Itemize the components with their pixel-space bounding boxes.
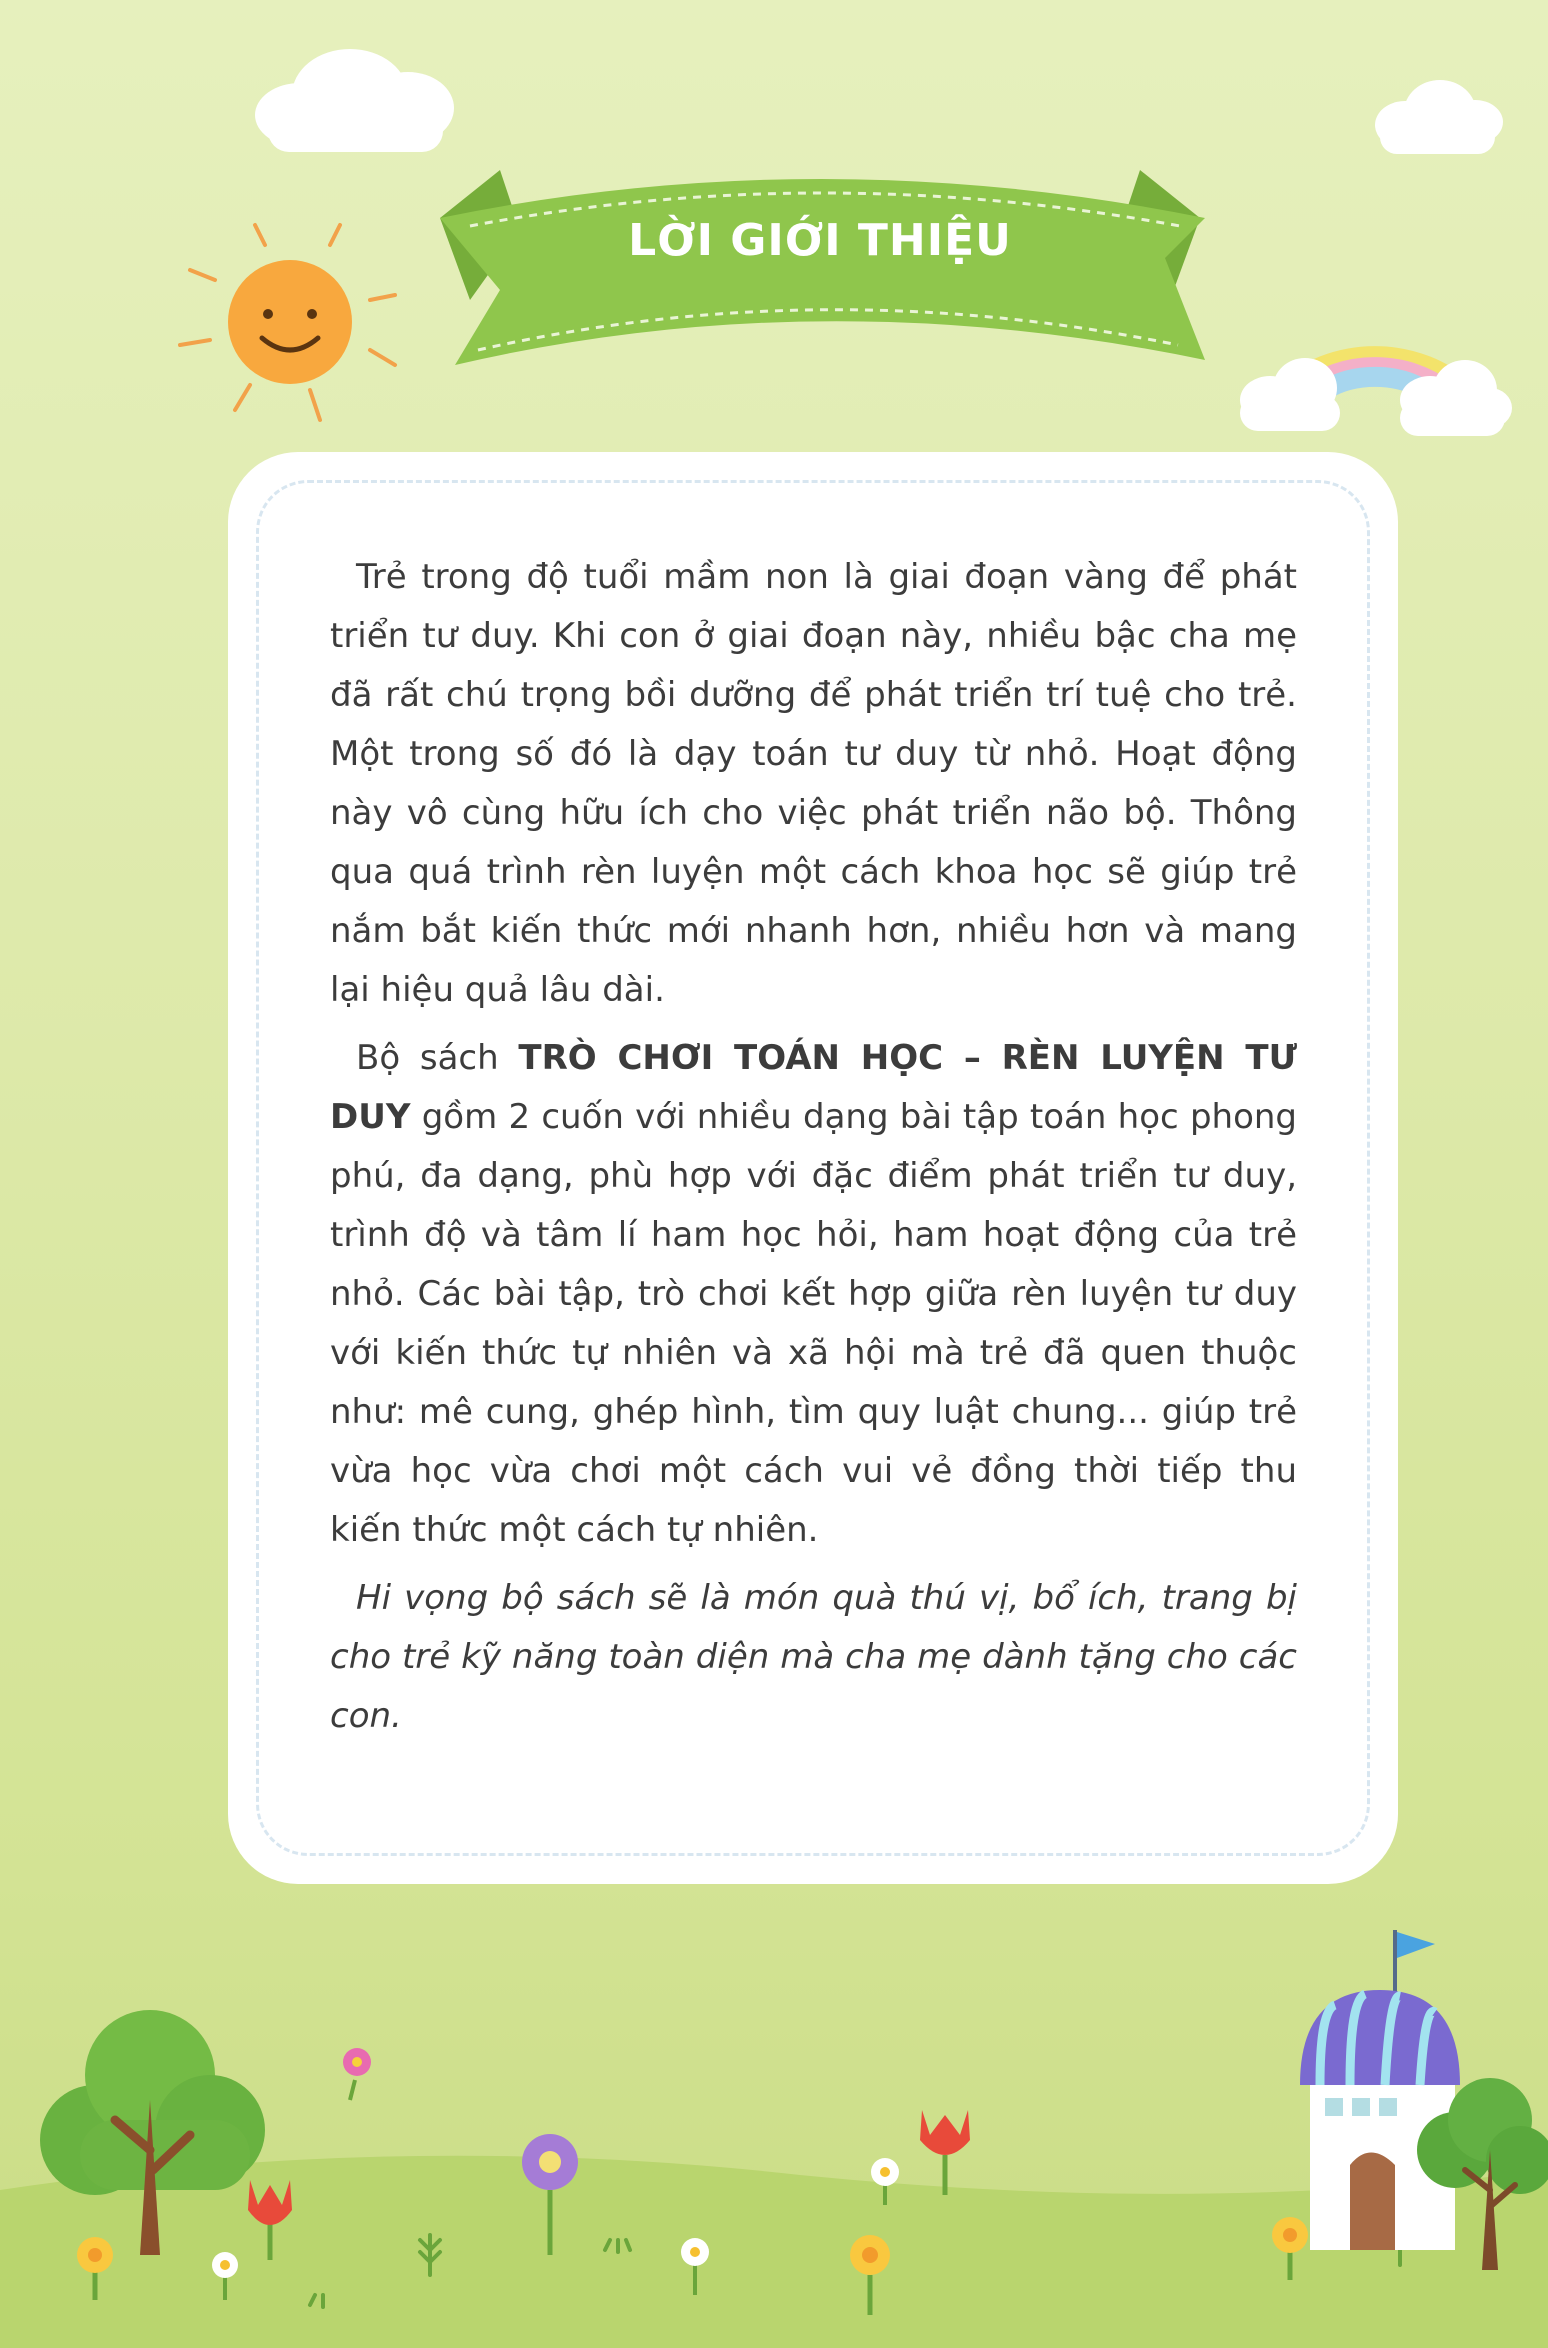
castle-icon <box>1300 1930 1460 2250</box>
page-title: LỜI GIỚI THIỆU <box>628 214 1012 266</box>
cloud-icon <box>1240 358 1340 431</box>
p2-lead: Bộ sách <box>356 1038 499 1078</box>
sun-icon <box>180 225 395 420</box>
intro-paragraph-1: Trẻ trong độ tuổi mầm non là giai đoạn vàng để phát triển tư duy. Khi con ở giai đoạn này, nhiều bậc cha mẹ đã rất chú trọng bồi dưỡng để phát triển trí tuệ cho trẻ. Một trong số đó là dạy toán tư duy từ nhỏ. Hoạt động này vô cùng hữu ích cho việc phát triển não bộ. Thông qua quá trình rèn luyện một cách khoa học sẽ giúp trẻ nắm bắt kiến thức mới nhanh hơn, nhiều hơn và mang lại hiệu quả lâu dài. <box>330 557 1297 1010</box>
cloud-icon <box>1375 80 1503 154</box>
book-series-title: TRÒ CHƠI TOÁN HỌC – RÈN LUYỆN TƯ DUY <box>330 1038 1297 1137</box>
flower-icon <box>343 2048 371 2100</box>
intro-paragraph-3: Hi vọng bộ sách sẽ là món quà thú vị, bổ ích, trang bị cho trẻ kỹ năng toàn diện mà cha mẹ dành tặng cho các con. <box>330 1578 1297 1736</box>
intro-paragraph-2 <box>330 1029 1297 1560</box>
tulip-icon <box>920 2110 970 2195</box>
intro-text <box>330 548 1297 1755</box>
p2-rest: gồm 2 cuốn với nhiều dạng bài tập toán học phong phú, đa dạng, phù hợp với đặc điểm phát triển tư duy, trình độ và tâm lí ham học hỏi, ham hoạt động của trẻ nhỏ. Các bài tập, trò chơi kết hợp giữa rèn luyện tư duy với kiến thức tự nhiên và xã hội mà trẻ đã quen thuộc như: mê cung, ghép hình, tìm quy luật chung... giúp trẻ vừa học vừa chơi một cách vui vẻ đồng thời tiếp thu kiến thức một cách tự nhiên. <box>330 1097 1298 1550</box>
cloud-icon <box>255 49 454 152</box>
